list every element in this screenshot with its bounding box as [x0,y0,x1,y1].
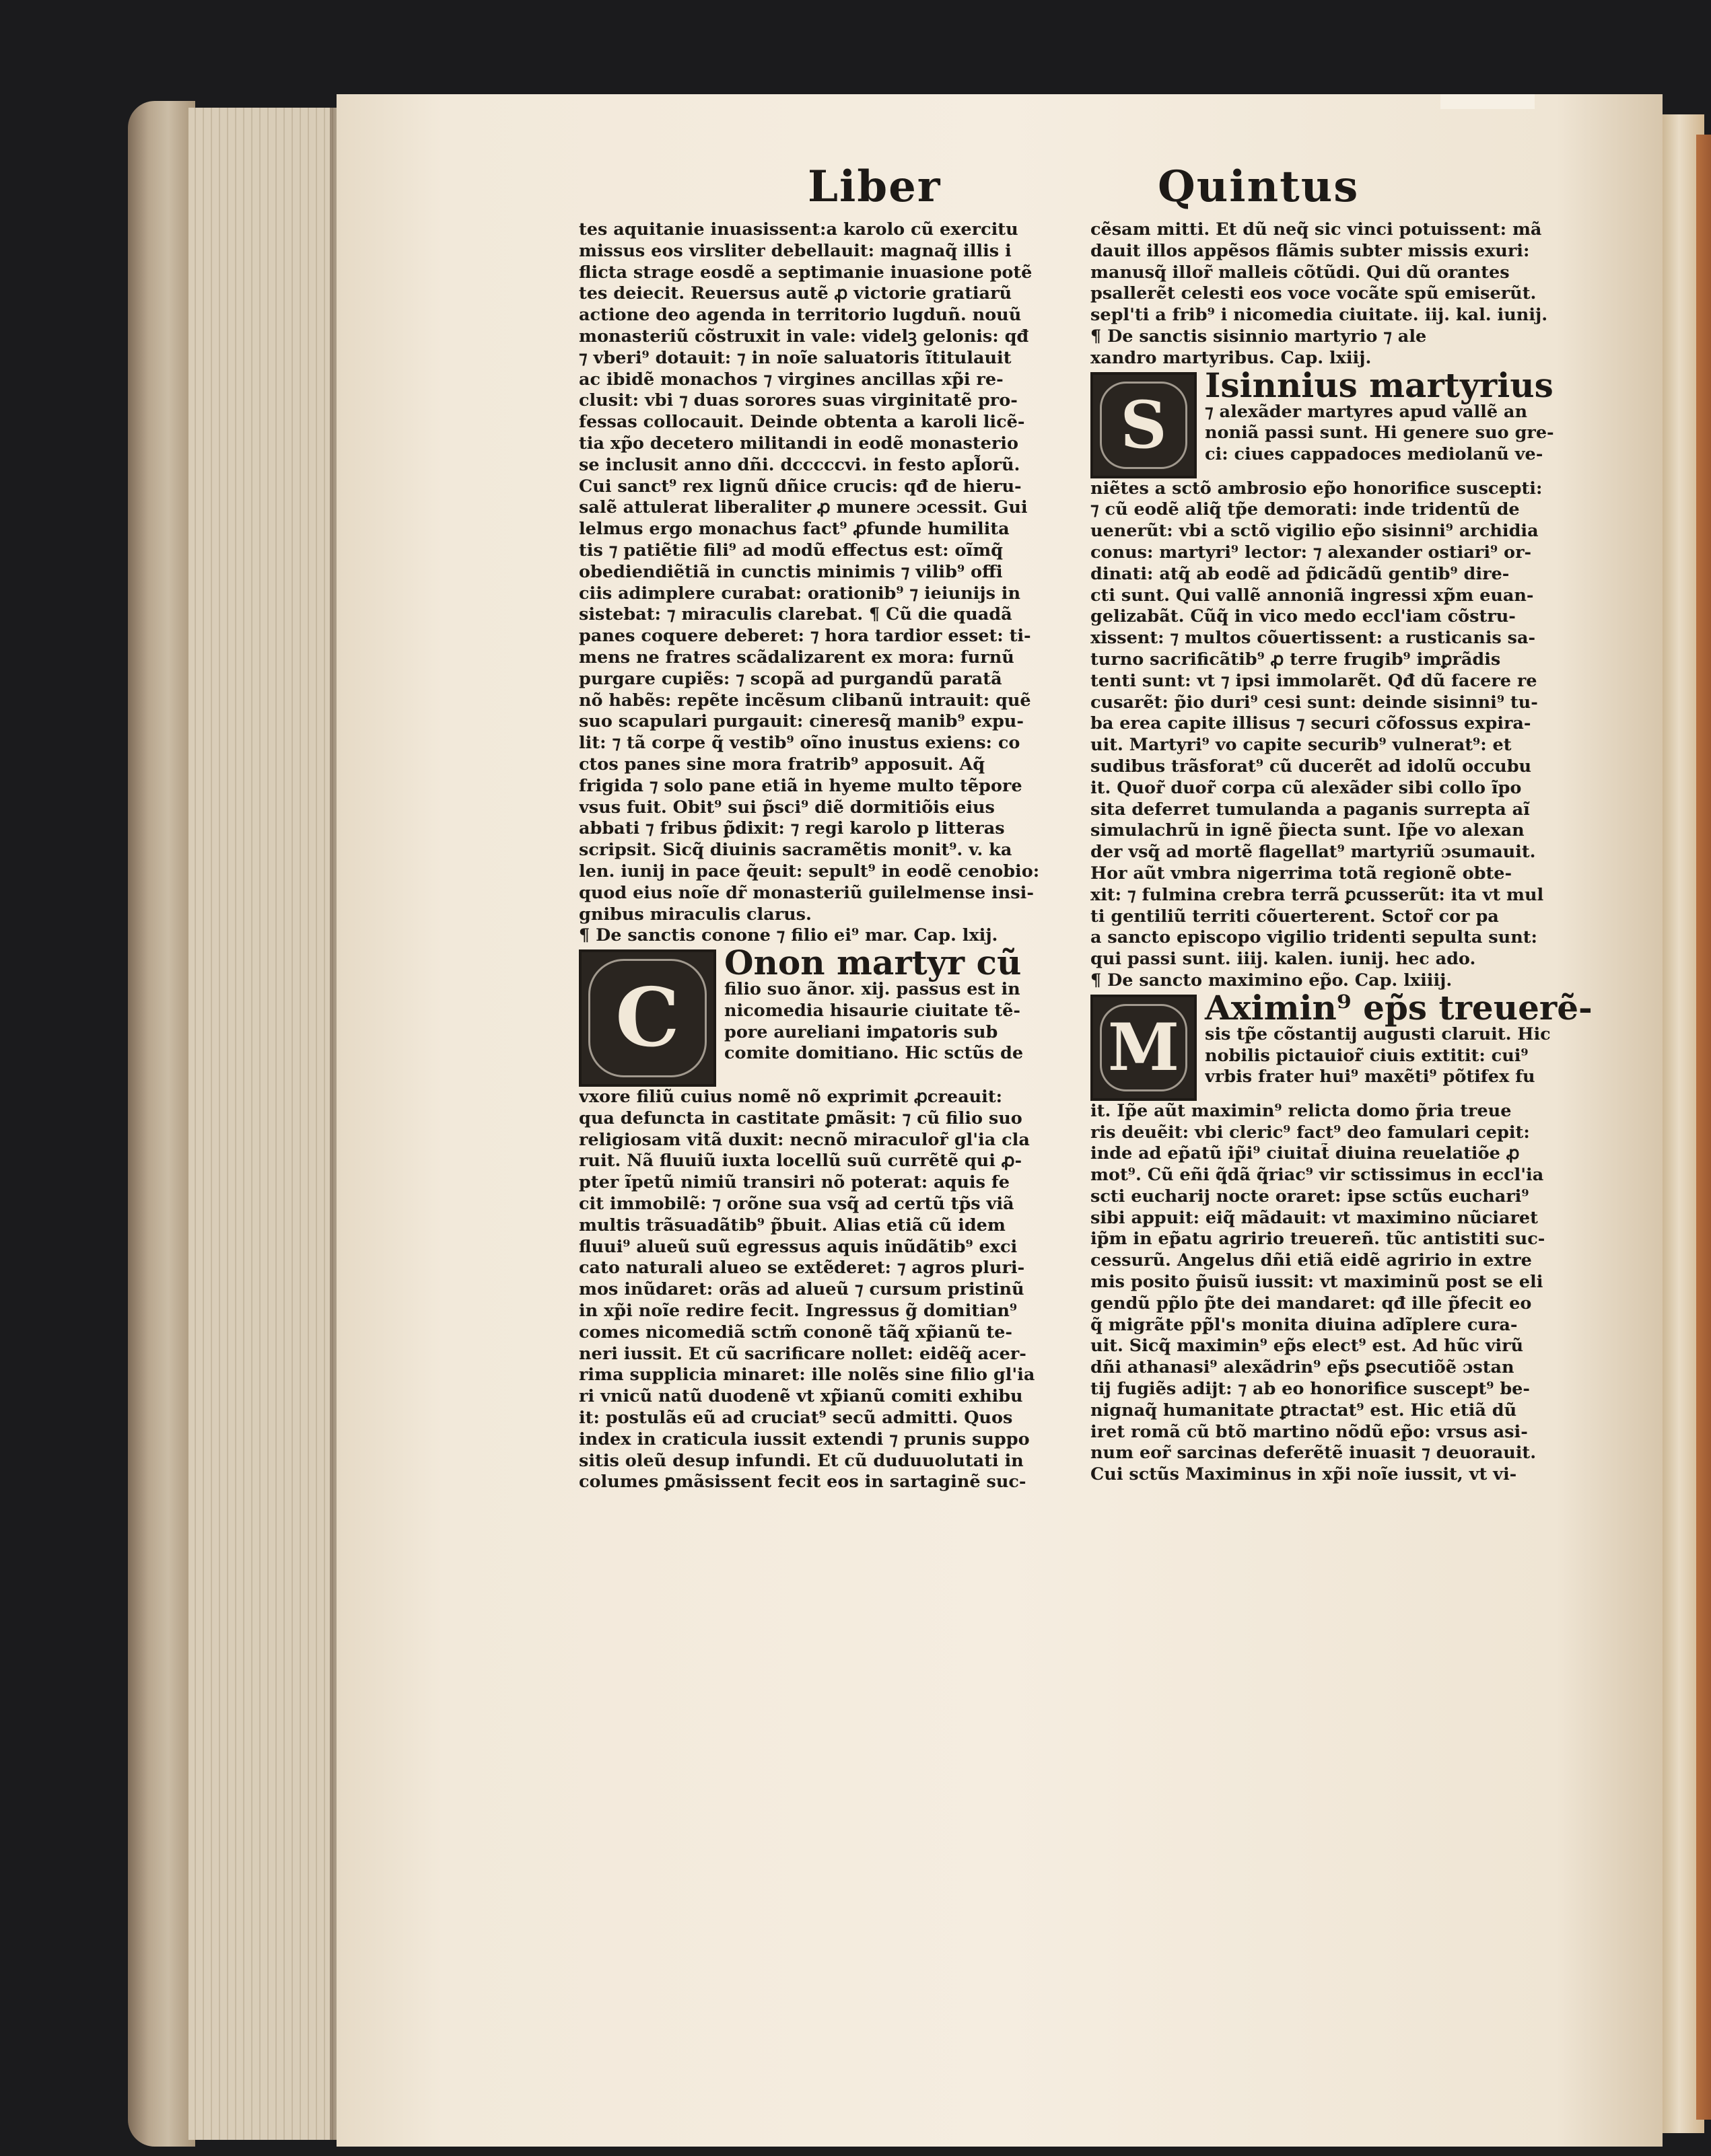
left-column-text-top [579,219,1097,925]
text-line: manusq̃ illor̃ malleis cõtũdi. Qui dũ orantes [1090,262,1510,283]
text-line: sibi appuit: eiq̃ mãdauit: vt maximino nũciaret [1090,1207,1538,1228]
chapter-heading-lxiii-a: ¶ De sanctis sisinnio martyrio ⁊ ale [1090,326,1427,347]
text-line: der vsq̃ ad mortẽ flagellat⁹ martyriũ ɔsumauit. [1090,842,1536,863]
text-line: tij fugiẽs adijt: ⁊ ab eo honorifice suscept⁹ be- [1090,1379,1530,1400]
running-head-left: Liber [808,161,942,212]
text-line: columes ꝑmãsissent fecit eos in sartaginẽ suc- [579,1472,1026,1493]
text-line: sistebat: ⁊ miraculis clarebat. ¶ Cũ die quadã [579,604,1012,625]
text-line: num eor̃ sarcinas deferẽtẽ inuasit ⁊ deuorauit. [1090,1443,1537,1464]
text-line: comite domitiano. Hic sctũs de [724,1043,1024,1064]
paper-tab [1440,94,1535,109]
text-line: clusit: vbi ⁊ duas sorores suas virginitatẽ pro- [579,390,1018,411]
decorated-initial-s [1090,372,1197,478]
initial-letter: M [1107,1009,1180,1085]
initial-lines [1205,1024,1609,1088]
text-line: uit. Sicq̃ maximin⁹ ep̃s elect⁹ est. Ad hũc virũ [1090,1336,1524,1357]
page-stack-edges [188,108,343,2140]
text-line: xissent: ⁊ multos cõuertissent: a rusticanis sa- [1090,628,1536,649]
right-column [1090,219,1609,1486]
text-line: neri iussit. Et cũ sacrificare nollet: eidẽq̃ acer- [579,1343,1026,1364]
initial-block-s [1090,365,1609,478]
text-line: dinati: atq̃ ab eodẽ ad p̃dicãdũ gentib⁹ dire- [1090,563,1510,584]
text-line: tenti sunt: vt ⁊ ipsi immolarẽt. Qđ dũ facere re [1090,670,1537,691]
text-line: dauit illos appẽsos flãmis subter missis exuri: [1090,240,1530,261]
cover-edge [1696,135,1711,2120]
text-line: sepl'ti a frib⁹ i nicomedia ciuitate. iij. kal. iunij. [1090,305,1548,326]
running-head-right: Quintus [1158,161,1360,212]
text-line: noniã passi sunt. Hi genere suo gre- [1205,423,1554,443]
text-line: sudibus trãsforat⁹ cũ ducerẽt ad idolũ occubu [1090,756,1532,777]
text-line: cusarẽt: p̃io duri⁹ cesi sunt: deinde sisinni⁹ tu- [1090,692,1538,713]
text-line: ip̃m in ep̃atu agririo treuereñ. tũc antistiti suc- [1090,1229,1545,1250]
text-line: cti sunt. Qui vallẽ annoniã ingressi xp̃m euan- [1090,585,1534,606]
text-line: ⁊ alexãder martyres apud vallẽ an [1205,401,1527,422]
text-line: ctos panes sine mora fratrib⁹ apposuit. Aq̃ [579,754,985,775]
right-column-text-bottom [1090,1101,1609,1486]
text-line: psallerẽt celesti eos voce vocãte spũ emiserũt. [1090,283,1537,304]
text-line: panes coquere deberet: ⁊ hora tardior esset: ti- [579,626,1031,647]
text-line: pter ĩpetũ nimiũ transiri nõ poterat: aquis fe [579,1172,1010,1193]
text-line: nicomedia hisaurie ciuitate tẽ- [724,1000,1020,1021]
text-line: fessas collocauit. Deinde obtenta a karoli licẽ- [579,412,1025,433]
text-line: it. Quor̃ duor̃ corpa cũ alexãder sibi collo ĩpo [1090,777,1522,798]
text-line: qui passi sunt. iiij. kalen. iunij. hec ado. [1090,949,1476,970]
text-line: len. iunij in pace q̃euit: sepult⁹ in eodẽ cenobio: [579,861,1040,882]
text-line: mis posito p̃uisũ iussit: vt maximinũ post se eli [1090,1272,1543,1293]
text-line: a sancto episcopo vigilio tridenti sepulta sunt: [1090,927,1537,948]
opening-words: Onon martyr cũ [724,943,1022,983]
text-line: tia xp̃o decetero militandi in eodẽ monasterio [579,433,1019,454]
text-line: mos inũdaret: orãs ad alueũ ⁊ cursum pristinũ [579,1279,1024,1300]
text-line: sis tp̃e cõstantij augusti claruit. Hic [1205,1023,1551,1044]
text-line: se inclusit anno dñi. dcccccvi. in festo apl̃orũ. [579,454,1020,475]
text-line: ac ibidẽ monachos ⁊ virgines ancillas xp̃i re- [579,369,1004,390]
text-line: q̃ migrãte pp̃l's monita diuina adĩplere cura- [1090,1314,1518,1335]
text-line: religiosam vitã duxit: necnõ miraculor̃ gl'ia cla [579,1129,1030,1150]
text-line: pore aureliani imꝑatoris sub [724,1021,998,1042]
text-line: lelmus ergo monachus fact⁹ ꝓfunde humilita [579,519,1010,540]
text-line: gelizabãt. Cũq̃ in vico medo eccl'iam cõstru- [1090,606,1516,627]
text-line: cessurũ. Angelus dñi etiã eidẽ agririo in extre [1090,1250,1532,1271]
text-line: cato naturali alueo se extẽderet: ⁊ agros pluri- [579,1258,1025,1279]
text-line: multis trãsuadãtib⁹ p̃buit. Alias etiã cũ idem [579,1215,1006,1235]
chapter-heading-lxiiii: ¶ De sancto maximino ep̃o. Cap. lxiiij. [1090,970,1453,991]
text-line: ba erea capite illisus ⁊ securi cõfossus expira- [1090,713,1531,734]
text-line: obediendiẽtiã in cunctis minimis ⁊ vilib⁹ offi [579,561,1003,582]
text-line: tes deiecit. Reuersus autẽ ꝓ victorie gratiarũ [579,283,1012,304]
text-line: uit. Martyri⁹ vo capite securib⁹ vulnerat⁹: et [1090,735,1512,756]
text-line: gendũ pp̃lo p̃te dei mandaret: qđ ille p̃fecit eo [1090,1293,1532,1314]
text-line: monasteriũ cõstruxit in vale: videlꝫ gelonis: qđ [579,326,1029,347]
text-line: rima supplicia minaret: ille nolẽs sine filio gl'ia [579,1365,1035,1386]
text-line: cẽsam mitti. Et dũ neq̃ sic vinci potuissent: mã [1090,219,1542,240]
text-line: ruit. Nã fluuiũ iuxta locellũ suũ currẽtẽ qui ꝓ- [579,1151,1022,1172]
text-line: ti gentiliũ territi cõuerterent. Sctor̃ cor pa [1090,906,1499,927]
text-line: frigida ⁊ solo pane etiã in hyeme multo tẽpore [579,775,1022,796]
text-line: actione deo agenda in territorio lugduñ. nouũ [579,305,1022,326]
text-line: ci: ciues cappadoces mediolanũ ve- [1205,444,1543,465]
left-column-text-bottom [579,1087,1097,1493]
text-line: flicta strage eosdẽ a septimanie inuasione potẽ [579,262,1033,283]
text-line: mens ne fratres scãdalizarent ex mora: furnũ [579,647,1014,668]
initial-lines [1205,402,1609,466]
text-line: gnibus miraculis clarus. [579,904,812,925]
text-line: vrbis frater hui⁹ maxẽti⁹ põtifex fu [1205,1067,1535,1087]
text-line: Hor aũt vmbra nigerrima totã regionẽ obte- [1090,863,1512,884]
text-line: dñi athanasi⁹ alexãdrin⁹ ep̃s ꝑsecutiõẽ ɔstan [1090,1357,1514,1378]
initial-adjacent-lines [1205,987,1609,1088]
text-line: quod eius noĩe dr̃ monasteriũ guilelmense insi- [579,882,1034,903]
initial-block-c [579,943,1097,1087]
right-column-text-top [1090,219,1609,326]
text-line: ⁊ vberi⁹ dotauit: ⁊ in noĩe saluatoris ĩtitulauit [579,347,1012,368]
initial-adjacent-lines [724,943,1097,1065]
initial-adjacent-lines [1205,365,1609,466]
text-line: ri vnicũ natũ duodenẽ vt xp̃ianũ comiti exhibu [579,1386,1023,1407]
initial-lines [724,979,1097,1065]
text-line: scripsit. Sicq̃ diuinis sacramẽtis monit⁹. v. ka [579,840,1012,861]
text-line: salẽ attulerat liberaliter ꝓ munere ɔcessit. Gui [579,497,1028,518]
text-line: it: postulãs eũ ad cruciat⁹ secũ admitti. Quos [579,1408,1013,1429]
text-line: tis ⁊ patiẽtie fili⁹ ad modũ effectus est: oĩmq̃ [579,540,1003,561]
text-line: purgare cupiẽs: ⁊ scopã ad purgandũ paratã [579,668,1002,689]
text-line: comes nicomediã sctm̃ cononẽ tãq̃ xp̃ianũ te- [579,1322,1012,1342]
text-line: scti eucharij nocte oraret: ipse sctũs euchari⁹ [1090,1186,1529,1207]
text-line: filio suo ãnor. xij. passus est in [724,979,1020,1000]
opening-words: Aximin⁹ ep̃s treuerẽ- [1205,987,1593,1028]
text-line: nobilis pictauior̃ ciuis extitit: cui⁹ [1205,1045,1529,1066]
initial-block-m [1090,987,1609,1101]
text-line: lit: ⁊ tã corpe q̃ vestib⁹ oĩno inustus exiens: co [579,733,1020,754]
text-line: xit: ⁊ fulmina crebra terrã ꝑcusserũt: ita vt mul [1090,884,1544,905]
text-line: uenerũt: vbi a sctõ vigilio ep̃o sisinni⁹ archidia [1090,521,1539,542]
left-column [579,219,1097,1493]
chapter-heading-lxii: ¶ De sanctis conone ⁊ filio ei⁹ mar. Cap. lxij. [579,925,998,946]
text-line: ciis adimplere curabat: orationib⁹ ⁊ ieiunijs in [579,583,1021,604]
initial-letter: C [615,970,680,1066]
text-line: mot⁹. Cũ eñi q̃dã q̃riac⁹ vir sctissimus in eccl'ia [1090,1165,1544,1186]
chapter-heading-lxiii-b: xandro martyribus. Cap. lxiij. [1090,347,1372,368]
text-line: sita deferret tumulanda a paganis surrepta aĩ [1090,799,1530,820]
text-line: vxore filiũ cuius nomẽ nõ exprimit ꝓcreauit: [579,1087,1003,1108]
text-line: ⁊ cũ eodẽ aliq̃ tp̃e demorati: inde tridentũ de [1090,499,1520,520]
initial-letter: S [1120,386,1167,463]
text-line: qua defuncta in castitate ꝑmãsit: ⁊ cũ filio suo [579,1108,1022,1128]
text-line: tes aquitanie inuasissent:a karolo cũ exercitu [579,219,1018,240]
text-line: Cui sctũs Maximinus in xp̃i noĩe iussit, vt vi- [1090,1464,1517,1485]
text-line: fluui⁹ alueũ suũ egressus aquis inũdãtib⁹ exci [579,1236,1018,1257]
text-line: in xp̃i noĩe redire fecit. Ingressus g̃ domitian⁹ [579,1301,1018,1322]
book-spine-edge [128,101,195,2147]
text-line: niẽtes a sctõ ambrosio ep̃o honorifice suscepti: [1090,478,1543,499]
decorated-initial-m [1090,995,1197,1101]
text-line: vsus fuit. Obit⁹ sui p̃sci⁹ diẽ dormitiõis eius [579,797,995,818]
text-line: nignaq̃ humanitate ꝑtractat⁹ est. Hic etiã dũ [1090,1400,1517,1421]
text-line: turno sacrificãtib⁹ ꝓ terre frugib⁹ imꝑrãdis [1090,649,1501,670]
opening-words: Isinnius martyrius [1205,365,1553,405]
text-line: suo scapulari purgauit: cineresq̃ manib⁹ expu- [579,711,1024,732]
text-line: index in craticula iussit extendi ⁊ prunis suppo [579,1429,1030,1449]
right-column-text-mid [1090,478,1609,970]
text-line: conus: martyri⁹ lector: ⁊ alexander ostiari⁹ or- [1090,542,1532,563]
text-line: sitis oleũ desup infundi. Et cũ duduuolutati in [579,1450,1024,1471]
text-line: missus eos virsliter debellauit: magnaq̃ illis i [579,240,1012,261]
decorated-initial-c [579,949,716,1087]
text-line: ris deuẽit: vbi cleric⁹ fact⁹ deo famulari cepit: [1090,1122,1530,1143]
text-line: simulachrũ in ignẽ p̃iecta sunt. Ip̃e vo alexan [1090,820,1525,841]
text-line: iret romã cũ btõ martino nõdũ ep̃o: vrsus asi- [1090,1421,1528,1442]
text-line: inde ad ep̃atũ ip̃i⁹ ciuitat̃ diuina reuelatiõe ꝓ [1090,1143,1520,1164]
text-line: it. Ip̃e aũt maximin⁹ relicta domo p̃ria treue [1090,1100,1512,1121]
text-line: Cui sanct⁹ rex lignũ dñice crucis: qđ de hieru- [579,476,1022,497]
text-line: cit immobilẽ: ⁊ orõne sua vsq̃ ad certũ tp̃s viã [579,1194,1014,1215]
text-line: nõ habẽs: repẽte incẽsum clibanũ intrauit: quẽ [579,690,1031,711]
text-line: abbati ⁊ fribus p̃dixit: ⁊ regi karolo p litteras [579,818,1005,839]
